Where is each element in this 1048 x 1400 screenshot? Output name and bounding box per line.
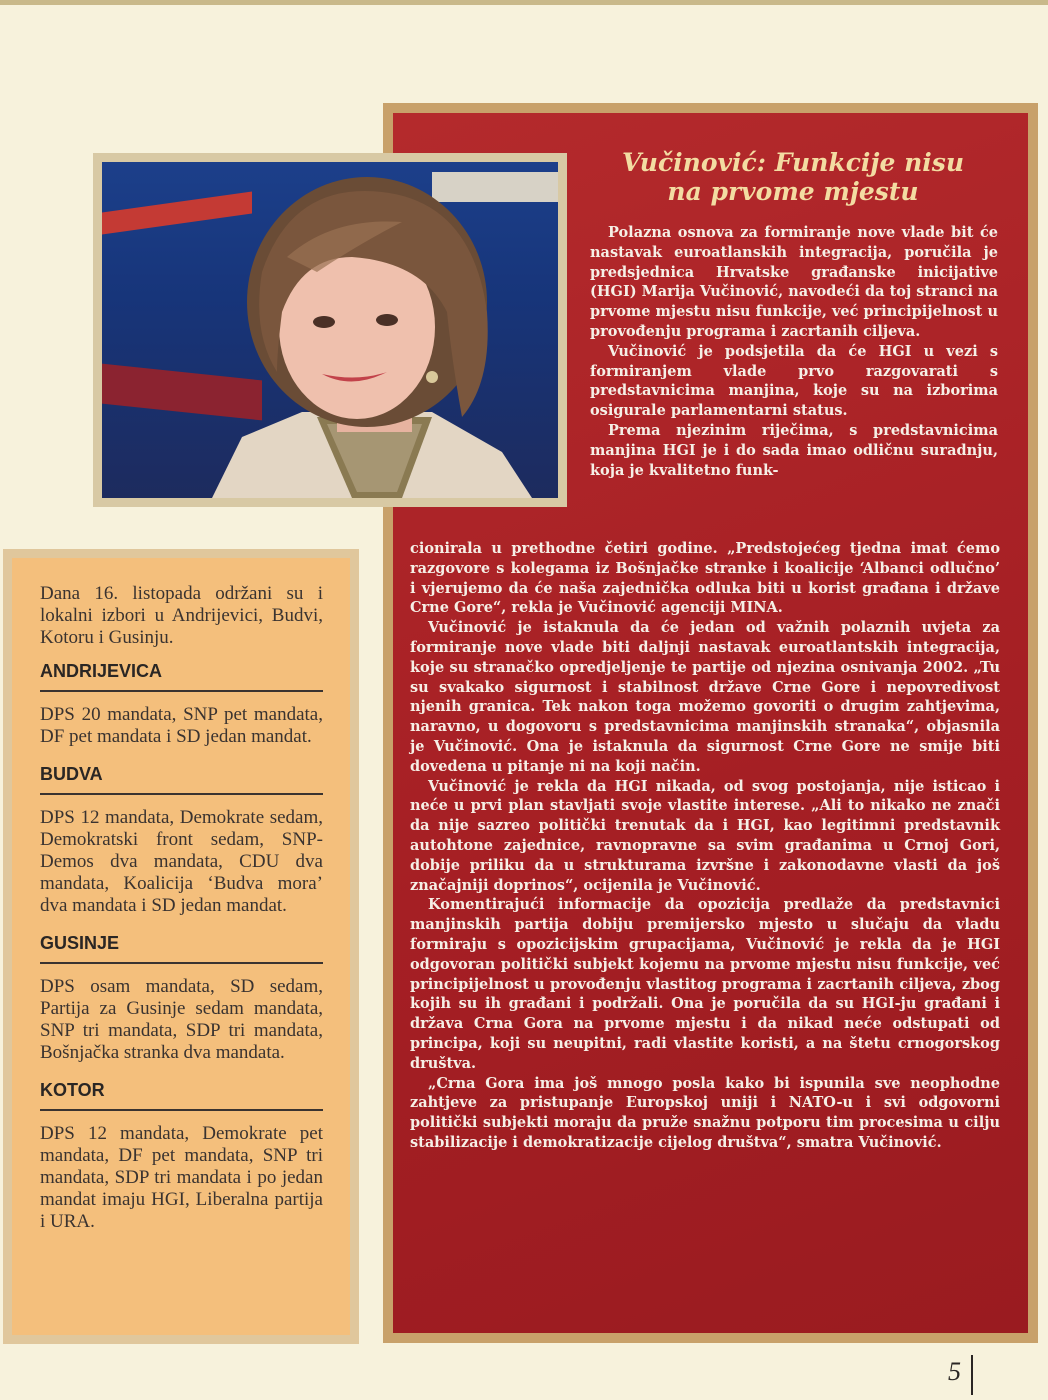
article-paragraph: Polazna osnova za formiranje nove vlade bit će nastavak euroatlanskih integracija, poručila je predsjednica Hrvatske građanske inicijative (HGI) Marija Vučinović, navodeći da toj stranci na prvome mjestu nisu funkcije, već principijelnost u provođenju programa i zacrtanih ciljeva. <box>590 224 998 340</box>
article-paragraph: Vučinović je rekla da HGI nikada, od svog postojanja, nije isticao i neće u prvi plan stavljati svoje vlastite interese. „Ali to nikako ne znači da nije sazreo politički trenutak da i HGI, kao legitimni predstavnik autohtone zajednice, ravnopravne sa svim građanima u Crnoj Gori, dobije priliku da u strukturama izvršne i zakonodavne vlasti da još značajniji doprinos“, ocijenila je Vučinović. <box>410 777 1000 894</box>
portrait-person <box>102 162 558 498</box>
top-edge <box>0 0 1048 5</box>
article-paragraph: Prema njezinim riječima, s predstavnicima manjina HGI je i do sada imao odličnu suradnju, koja je kvalitetno funk- <box>590 421 998 479</box>
page-number-rule <box>971 1355 973 1395</box>
article-paragraph: Vučinović je podsjetila da će HGI u vezi s formiranjem vlade prvo razgovarati s predstavnicima manjina, koje su na izborima osigurale parlamentarni status. <box>590 342 998 420</box>
sidebar-intro: Dana 16. listopada održani su i lokalni izbori u Andrijevici, Budvi, Kotoru i Gusinju. <box>40 583 323 648</box>
section-text-andrijevica: DPS 20 mandata, SNP pet mandata, DF pet mandata i SD jedan mandat. <box>40 704 323 747</box>
section-text-kotor: DPS 12 mandata, Demokrate pet mandata, DF pet mandata, SNP tri mandata, SDP tri mandata i po jedan mandat imaju HGI, Liberalna partija i URA. <box>40 1123 323 1232</box>
article-title: Vučinović: Funkcije nisu na prvome mjestu <box>621 148 964 206</box>
article-paragraph: „Crna Gora ima još mnogo posla kako bi ispunila sve neophodne zahtjeve za pristupanje Europskoj uniji i NATO-u i svi odgovorni politički subjekti moraju da pruže snažnu potporu tim procesima u cilju stabilizacije i demokratizacije cijelog društva“, smatra Vučinović. <box>410 1074 1000 1151</box>
page-number: 5 <box>948 1357 961 1386</box>
section-heading-kotor: KOTOR <box>40 1080 323 1111</box>
article-paragraph: Komentirajući informacije da opozicija predlaže da predstavnici manjinskih partija dobiju premijersko mjesto u slučaju da vladu formiraju s opozicijskim grupacijama, Vučinović je rekla da je HGI odgovoran politički subjekt kojemu na prvome mjestu nisu funkcije, već principijelnost u provođenju vlastitog programa i zacrtanih ciljeva, zbog kojih su ih građani i podržali. Ona je poručila da su HGI-ju građani i država Crna Gora na prvome mjestu i da nikad neće odstupati od principa, koji su neupitni, radi vlastite koristi, a na štetu crnogorskog društva. <box>410 896 1000 1072</box>
article-body-top <box>590 223 998 480</box>
section-text-budva: DPS 12 mandata, Demokrate sedam, Demokratski front sedam, SNP-Demos dva mandata, CDU dva mandata, Koalicija ‘Budva mora’ dva mandata i SD jedan mandat. <box>40 807 323 916</box>
section-heading-gusinje: GUSINJE <box>40 933 323 964</box>
article-paragraph: cionirala u prethodne četiri godine. „Predstojećeg tjedna imat ćemo razgovore s kolegama iz Bošnjačke stranke i koalicije ‘Albanci odlučno’ i vjerujemo da će naša zajednička odluka biti u korist građana i države Crne Gore“, rekla je Vučinović agenciji MINA. <box>410 540 1000 617</box>
section-text-gusinje: DPS osam mandata, SD sedam, Partija za Gusinje sedam mandata, SNP tri mandata, SDP tri mandata, Bošnjačka stranka dva mandata. <box>40 976 323 1063</box>
section-heading-budva: BUDVA <box>40 764 323 795</box>
article-paragraph: Vučinović je istaknula da će jedan od važnih polaznih uvjeta za formiranje nove vlade biti daljnji nastavak euroatlantskih integracija, koje su stranačko opredjeljenje te partije od njezina osnivanja 2002. „Tu su svakako sigurnost i stabilnost države Crne Gore i nepovredivost njenih granica. Tek nakon toga možemo govoriti o drugim zahtjevima, naravno, u dogovoru s predstavnicima manjinskih stranaka“, objasnila je Vučinović. Ona je istaknula da sigurnost Crne Gore ne smije biti dovedena u pitanje ni na koji način. <box>410 619 1000 775</box>
portrait-photo <box>93 153 567 507</box>
election-results-box <box>3 549 359 1344</box>
article-body-bottom <box>410 539 1000 1153</box>
section-heading-andrijevica: ANDRIJEVICA <box>40 661 323 692</box>
